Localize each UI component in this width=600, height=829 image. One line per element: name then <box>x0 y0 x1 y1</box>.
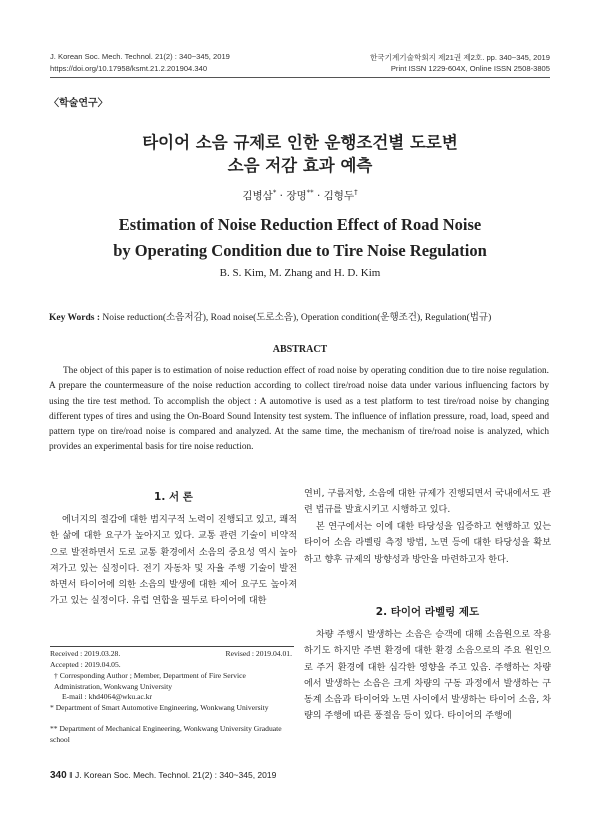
keywords-text: Noise reduction(소음저감), Road noise(도로소음), Operation condition(운행조건), Regulation(법규) <box>102 313 492 323</box>
section-1-heading: 1. 서 론 <box>154 491 193 503</box>
journal-citation: J. Korean Soc. Mech. Technol. 21(2) : 340~345, 2019 <box>50 52 230 61</box>
received: Received : 2019.03.28. <box>50 649 121 658</box>
author-1: 김병삼 <box>242 190 273 202</box>
author-separator: · <box>276 190 287 202</box>
author-1-mark: * <box>272 188 277 197</box>
authors-kr <box>0 188 600 203</box>
received-date <box>50 649 294 658</box>
authors-en: B. S. Kim, M. Zhang and H. D. Kim <box>219 267 381 279</box>
corresponding-author: † Corresponding Author ; Member, Department of Fire Service Administration, Wonkwang University <box>54 671 246 691</box>
header-rule <box>50 77 550 78</box>
keywords-label: Key Words : <box>49 313 101 323</box>
title-en-line-1: Estimation of Noise Reduction Effect of Road Noise <box>118 215 482 234</box>
page-footer <box>50 770 276 781</box>
section-1-continued-2: 본 연구에서는 이에 대한 타당성을 입증하고 현행하고 있는 타이어 소음 라벨링 측정 방법, 노면 등에 대한 타당성을 확보하고 향후 규제의 방향성과 방안을 마련하고자 한다. <box>304 522 551 565</box>
section-tag: 〈학술연구〉 <box>49 98 108 109</box>
journal-citation-kr: 한국기계기술학회지 제21권 제2호. pp. 340~345, 2019 <box>369 53 550 62</box>
author-separator: · <box>313 190 324 202</box>
abstract-text: The object of this paper is to estimation of noise reduction effect of road noise by operating condition due to tire noise regulation. A prepare the countermeasure of the noise reduction according to collect tire/road noise data under various influencing factors by using the tire test method. To accomplish the object : A automotive is used as a test platform to test tire/road noise by changing different types of tires and using the On-Board Sound Intensity test system. The influence of inflation pressure, road, load, speed and pattern type on tire/road noise is compared and analyzed. At the same time, the mechanism of tire/road noise is analyzed, which provides an experimental basis for tire noise reduction. <box>49 366 549 453</box>
author-2: 장명 <box>286 190 307 202</box>
footnote-affiliation-2: ** Department of Mechanical Engineering, Wonkwang University Graduate school <box>50 724 282 744</box>
title-kr-line-1: 타이어 소음 규제로 인한 운행조건별 도로변 <box>142 133 458 152</box>
footer-separator: ‖ <box>69 770 73 780</box>
section-1-continued: 연비, 구름저항, 소음에 대한 규제가 진행되면서 국내에서도 관련 법규를 발효시키고 시행하고 있다. <box>304 489 551 516</box>
email: E-mail : khd4064@wku.ac.kr <box>62 692 153 701</box>
author-2-mark: ** <box>306 188 314 197</box>
abstract-title: ABSTRACT <box>272 344 328 355</box>
accepted-date: Accepted : 2019.04.05. <box>50 660 121 669</box>
section-1-text: 에너지의 절감에 대한 범지구적 노력이 진행되고 있고, 쾌적한 삶에 대한 요구가 높아지고 있다. 교통 관련 기술이 비약적으로 발전하면서 도로 교통 환경에서 소음의 중요성 역시 높아져가고 있는 실정이다. 전기 자동차 및 자율 주행 기술이 발전하면서 타이어에 의한 소음의 발생에 대한 제어 요구도 높아져가고 있는 실정이다. 유럽 연합을 필두로 타이어에 대한 <box>50 515 297 607</box>
section-2-text: 차량 주행시 발생하는 소음은 승객에 대해 소음원으로 작용하기도 하지만 주변 환경에 대한 환경 소음으로의 주요 원인으로 주거 환경에 대한 심각한 영향을 주고 있음. 주행하는 차량에서 발생하는 소음은 크게 차량의 구동 과정에서 발생하는 구동계 소음과 타이어와 노면 사이에서 발생하는 타이어 소음, 차량의 주행에 따른 풍절음 등이 있다. 타이어의 주행에 <box>304 630 551 722</box>
author-3: 김형두 <box>323 190 355 202</box>
doi-link[interactable]: https://doi.org/10.17958/ksmt.21.2.201904.340 <box>50 64 208 73</box>
section-2-heading: 2. 타이어 라벨링 제도 <box>375 606 480 618</box>
author-3-mark: † <box>354 188 358 197</box>
issn: Print ISSN 1229-604X, Online ISSN 2508-3805 <box>390 64 550 73</box>
title-en-line-2: by Operating Condition due to Tire Noise Regulation <box>113 241 487 260</box>
revised: Revised : 2019.04.01. <box>225 649 292 658</box>
footnote-affiliation-1: * Department of Smart Automotive Engineering, Wonkwang University <box>50 703 269 712</box>
keywords <box>49 309 491 323</box>
title-kr-line-2: 소음 저감 효과 예측 <box>227 156 373 175</box>
page-number: 340 <box>50 770 67 781</box>
footer-journal: J. Korean Soc. Mech. Technol. 21(2) : 340~345, 2019 <box>74 770 277 780</box>
footnote-rule <box>50 646 294 647</box>
